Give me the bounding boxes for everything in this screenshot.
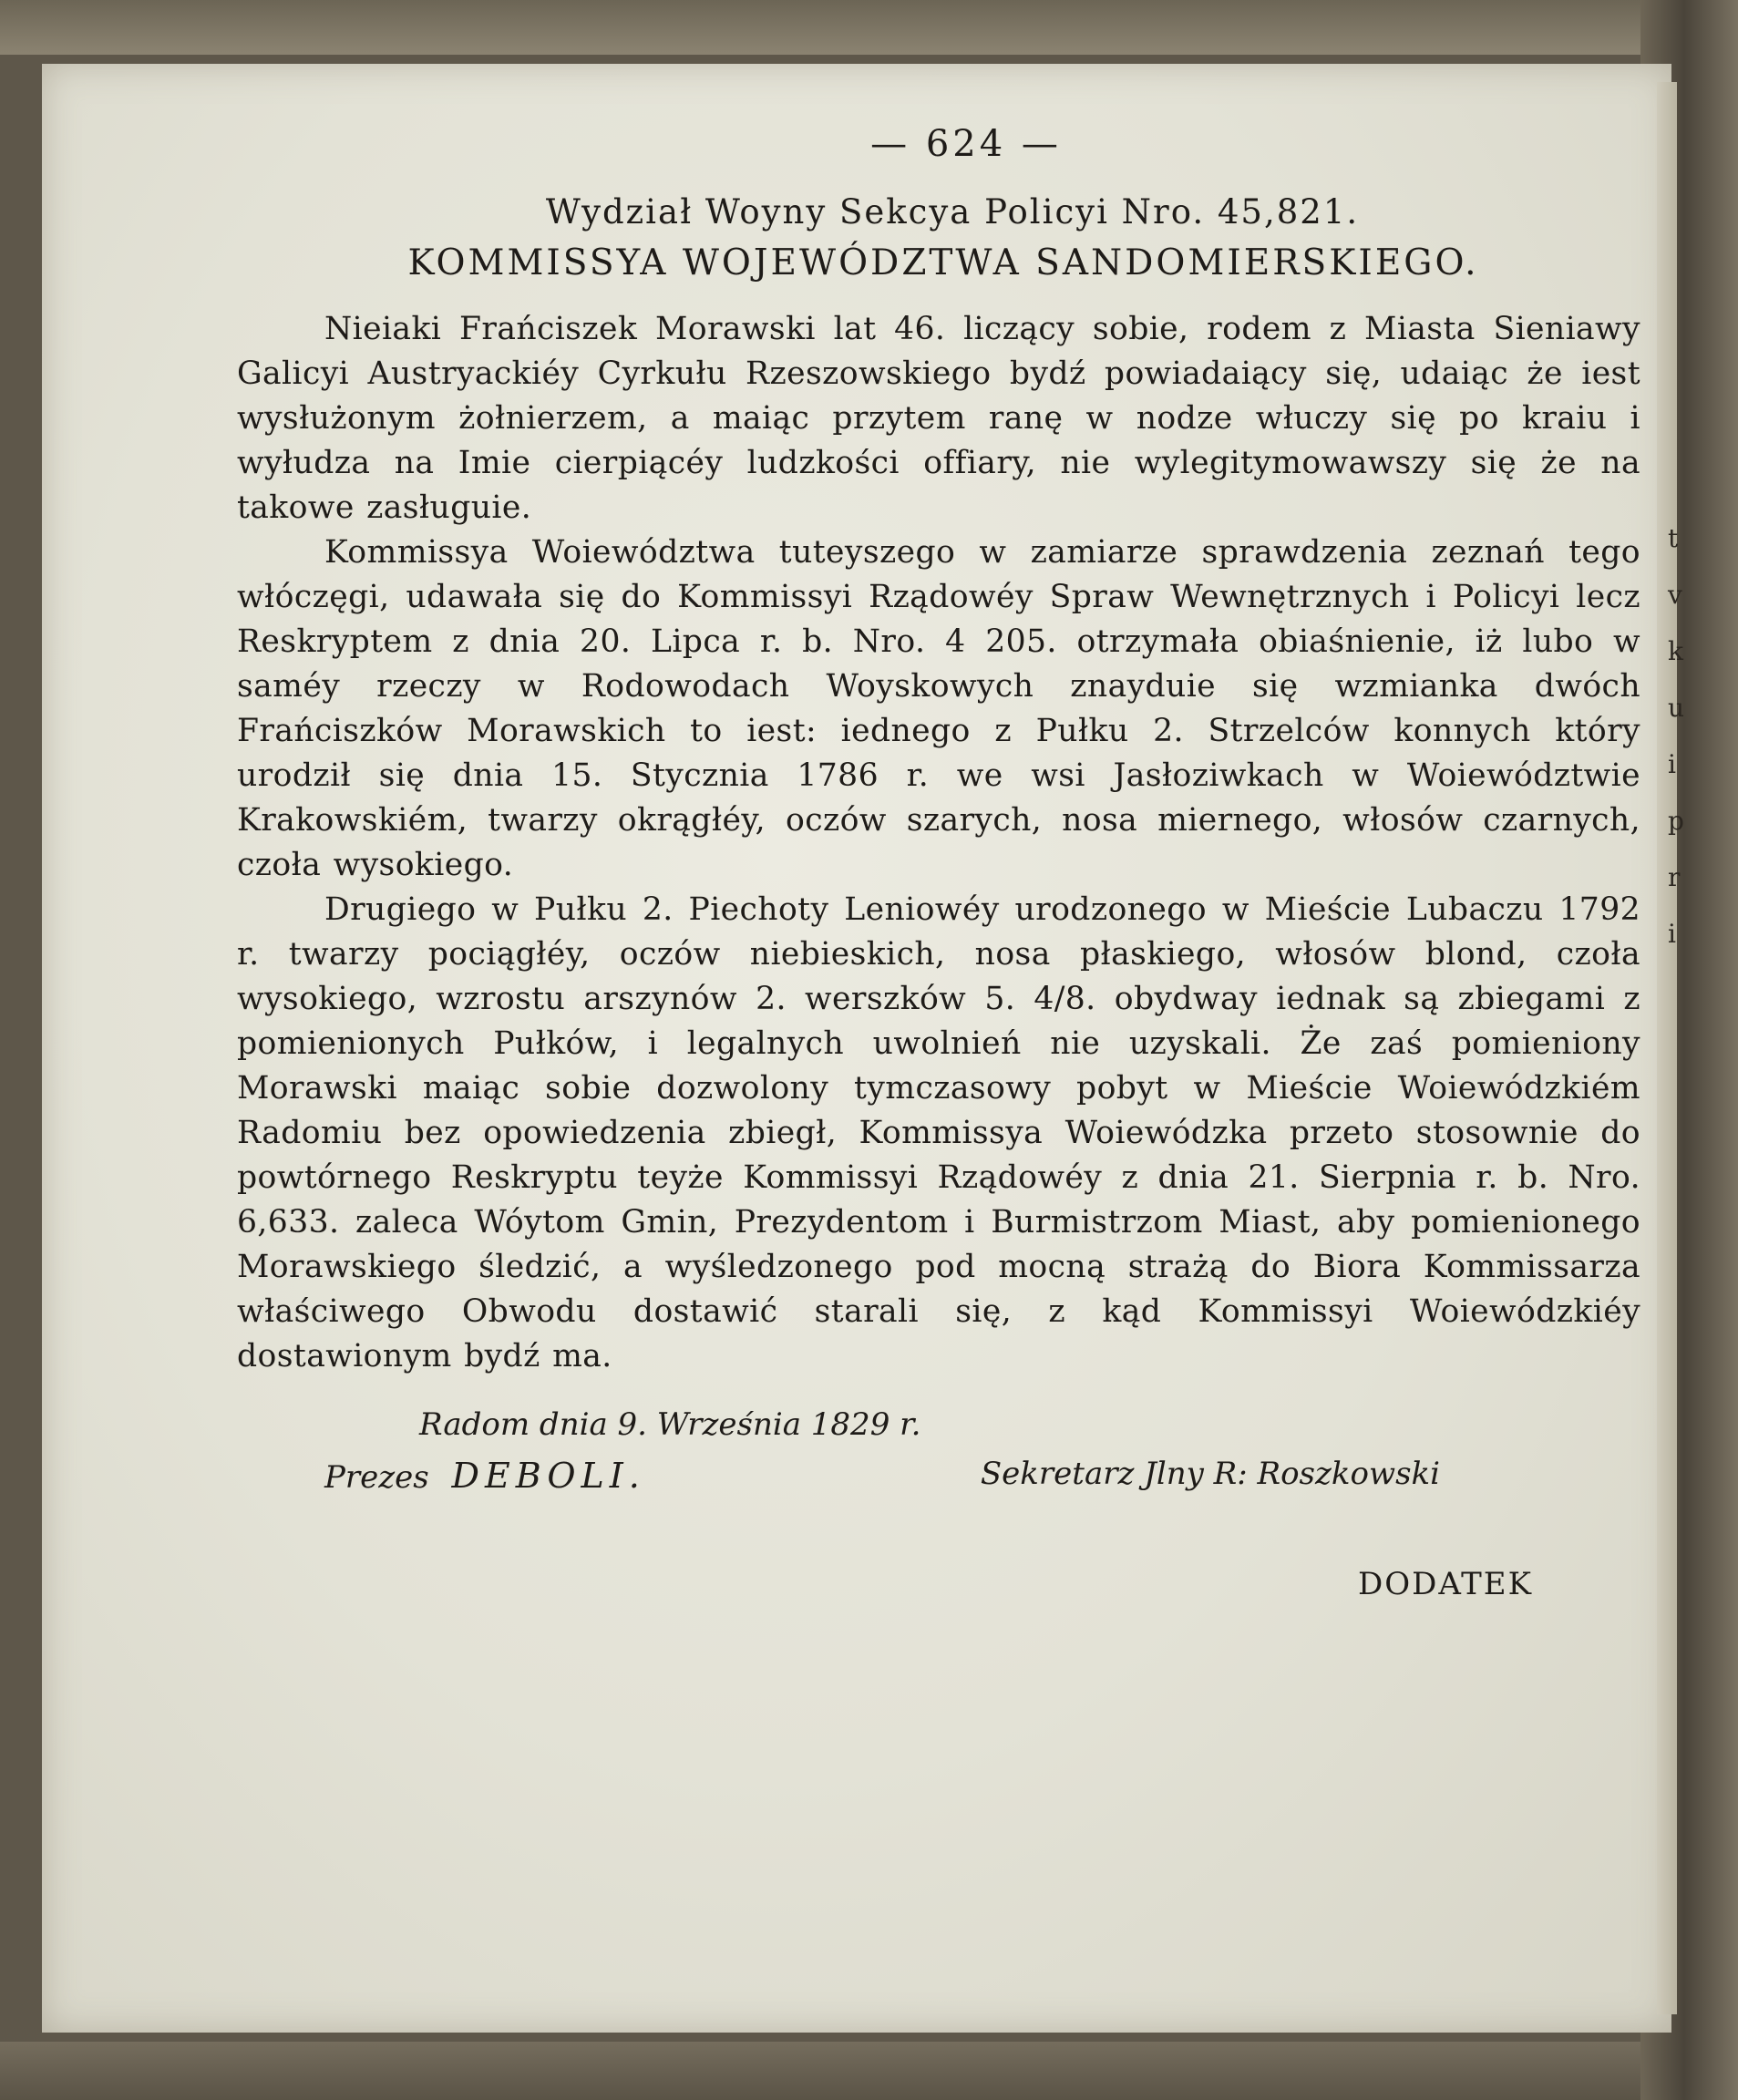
bleed-letter: k xyxy=(1668,636,1683,666)
body-paragraph-2: Kommissya Woiewództwa tuteyszego w zamiarze sprawdzenia zeznań tego włóczęgi, udawała się do Kommissyi Rządowéy Spraw Wewnętrznych i Policyi lecz Reskryptem z dnia 20. Lipca r. b. Nro. 4 205. otrzymała obiaśnienie, iż lubo w saméy rzeczy w Rodowodach Woyskowych znayduie się wzmianka dwóch Frańciszków Morawskich to iest: iednego z Pułku 2. Strzelców konnych który urodził się dnia 15. Stycznia 1786 r. we wsi Jasłoziwkach w Woiewództwie Krakowskiém, twarzy okrągłéy, oczów szarych, nosa miernego, włosów czarnych, czoła wysokiego. xyxy=(237,534,1640,883)
scan-background-bottom xyxy=(0,2042,1640,2100)
page-edge xyxy=(1657,82,1677,2014)
signature-president xyxy=(324,1456,645,1496)
document-title: KOMMISSYA WOJEWÓDZTWA SANDOMIERSKIEGO. xyxy=(407,242,1479,283)
signature-president-title: Prezes xyxy=(324,1459,429,1496)
bleed-letter: i xyxy=(1668,919,1676,949)
bleed-letter: t xyxy=(1668,523,1679,553)
catchword: DODATEK xyxy=(1358,1566,1533,1602)
body-paragraph-3: Drugiego w Pułku 2. Piechoty Leniowéy urodzonego w Mieście Lubaczu 1792 r. twarzy pociągłéy, oczów niebieskich, nosa płaskiego, włosów blond, czoła wysokiego, wzrostu arszynów 2. werszków 5. 4/8. obydway iednak są zbiegami z pomienionych Pułków, i legalnych uwolnień nie uzyskali. Że zaś pomieniony Morawski maiąc sobie dozwolony tymczasowy pobyt w Mieście Woiewódzkiém Radomiu bez opowiedzenia zbiegł, Kommissya Woiewódzka przeto stosownie do powtórnego Reskryptu teyże Kommissyi Rządowéy z dnia 21. Sierpnia r. b. Nro. 6,633. zaleca Wóytom Gmin, Prezydentom i Burmistrzom Miast, aby pomienionego Morawskiego śledzić, a wyśledzonego pod mocną strażą do Biora Kommissarza właściwego Obwodu dostawić starali się, z kąd Kommissyi Woiewódzkiéy dostawionym bydź ma. xyxy=(237,891,1640,1374)
department-header: Wydział Woyny Sekcya Policyi Nro. 45,821. xyxy=(545,192,1360,232)
bleed-letter: p xyxy=(1668,806,1684,836)
bleed-letter: r xyxy=(1668,862,1681,892)
date-line: Radom dnia 9. Września 1829 r. xyxy=(419,1406,921,1443)
signature-secretary: Sekretarz Jlny R: Roszkowski xyxy=(980,1456,1440,1492)
scan-background-top xyxy=(0,0,1640,55)
body-paragraph-1: Nieiaki Frańciszek Morawski lat 46. liczący sobie, rodem z Miasta Sieniawy Galicyi Austryackiéy Cyrkułu Rzeszowskiego bydź powiadaiący się, udaiąc że iest wysłużonym żołnierzem, a maiąc przytem ranę w nodze włuczy się po kraiu i wyłudza na Imie cierpiącéy ludzkości offiary, nie wylegitymowawszy się że na takowe zasługuie. xyxy=(237,311,1640,526)
signature-block xyxy=(237,1456,1640,1510)
facing-page-bleed-through xyxy=(1668,510,1704,962)
bleed-letter: i xyxy=(1668,749,1676,779)
bleed-letter: v xyxy=(1668,580,1682,610)
bleed-letter: u xyxy=(1668,693,1685,723)
signature-president-name: DEBOLI. xyxy=(451,1456,645,1496)
document-content xyxy=(237,123,1640,1510)
page-number: — 624 — xyxy=(870,123,1062,165)
